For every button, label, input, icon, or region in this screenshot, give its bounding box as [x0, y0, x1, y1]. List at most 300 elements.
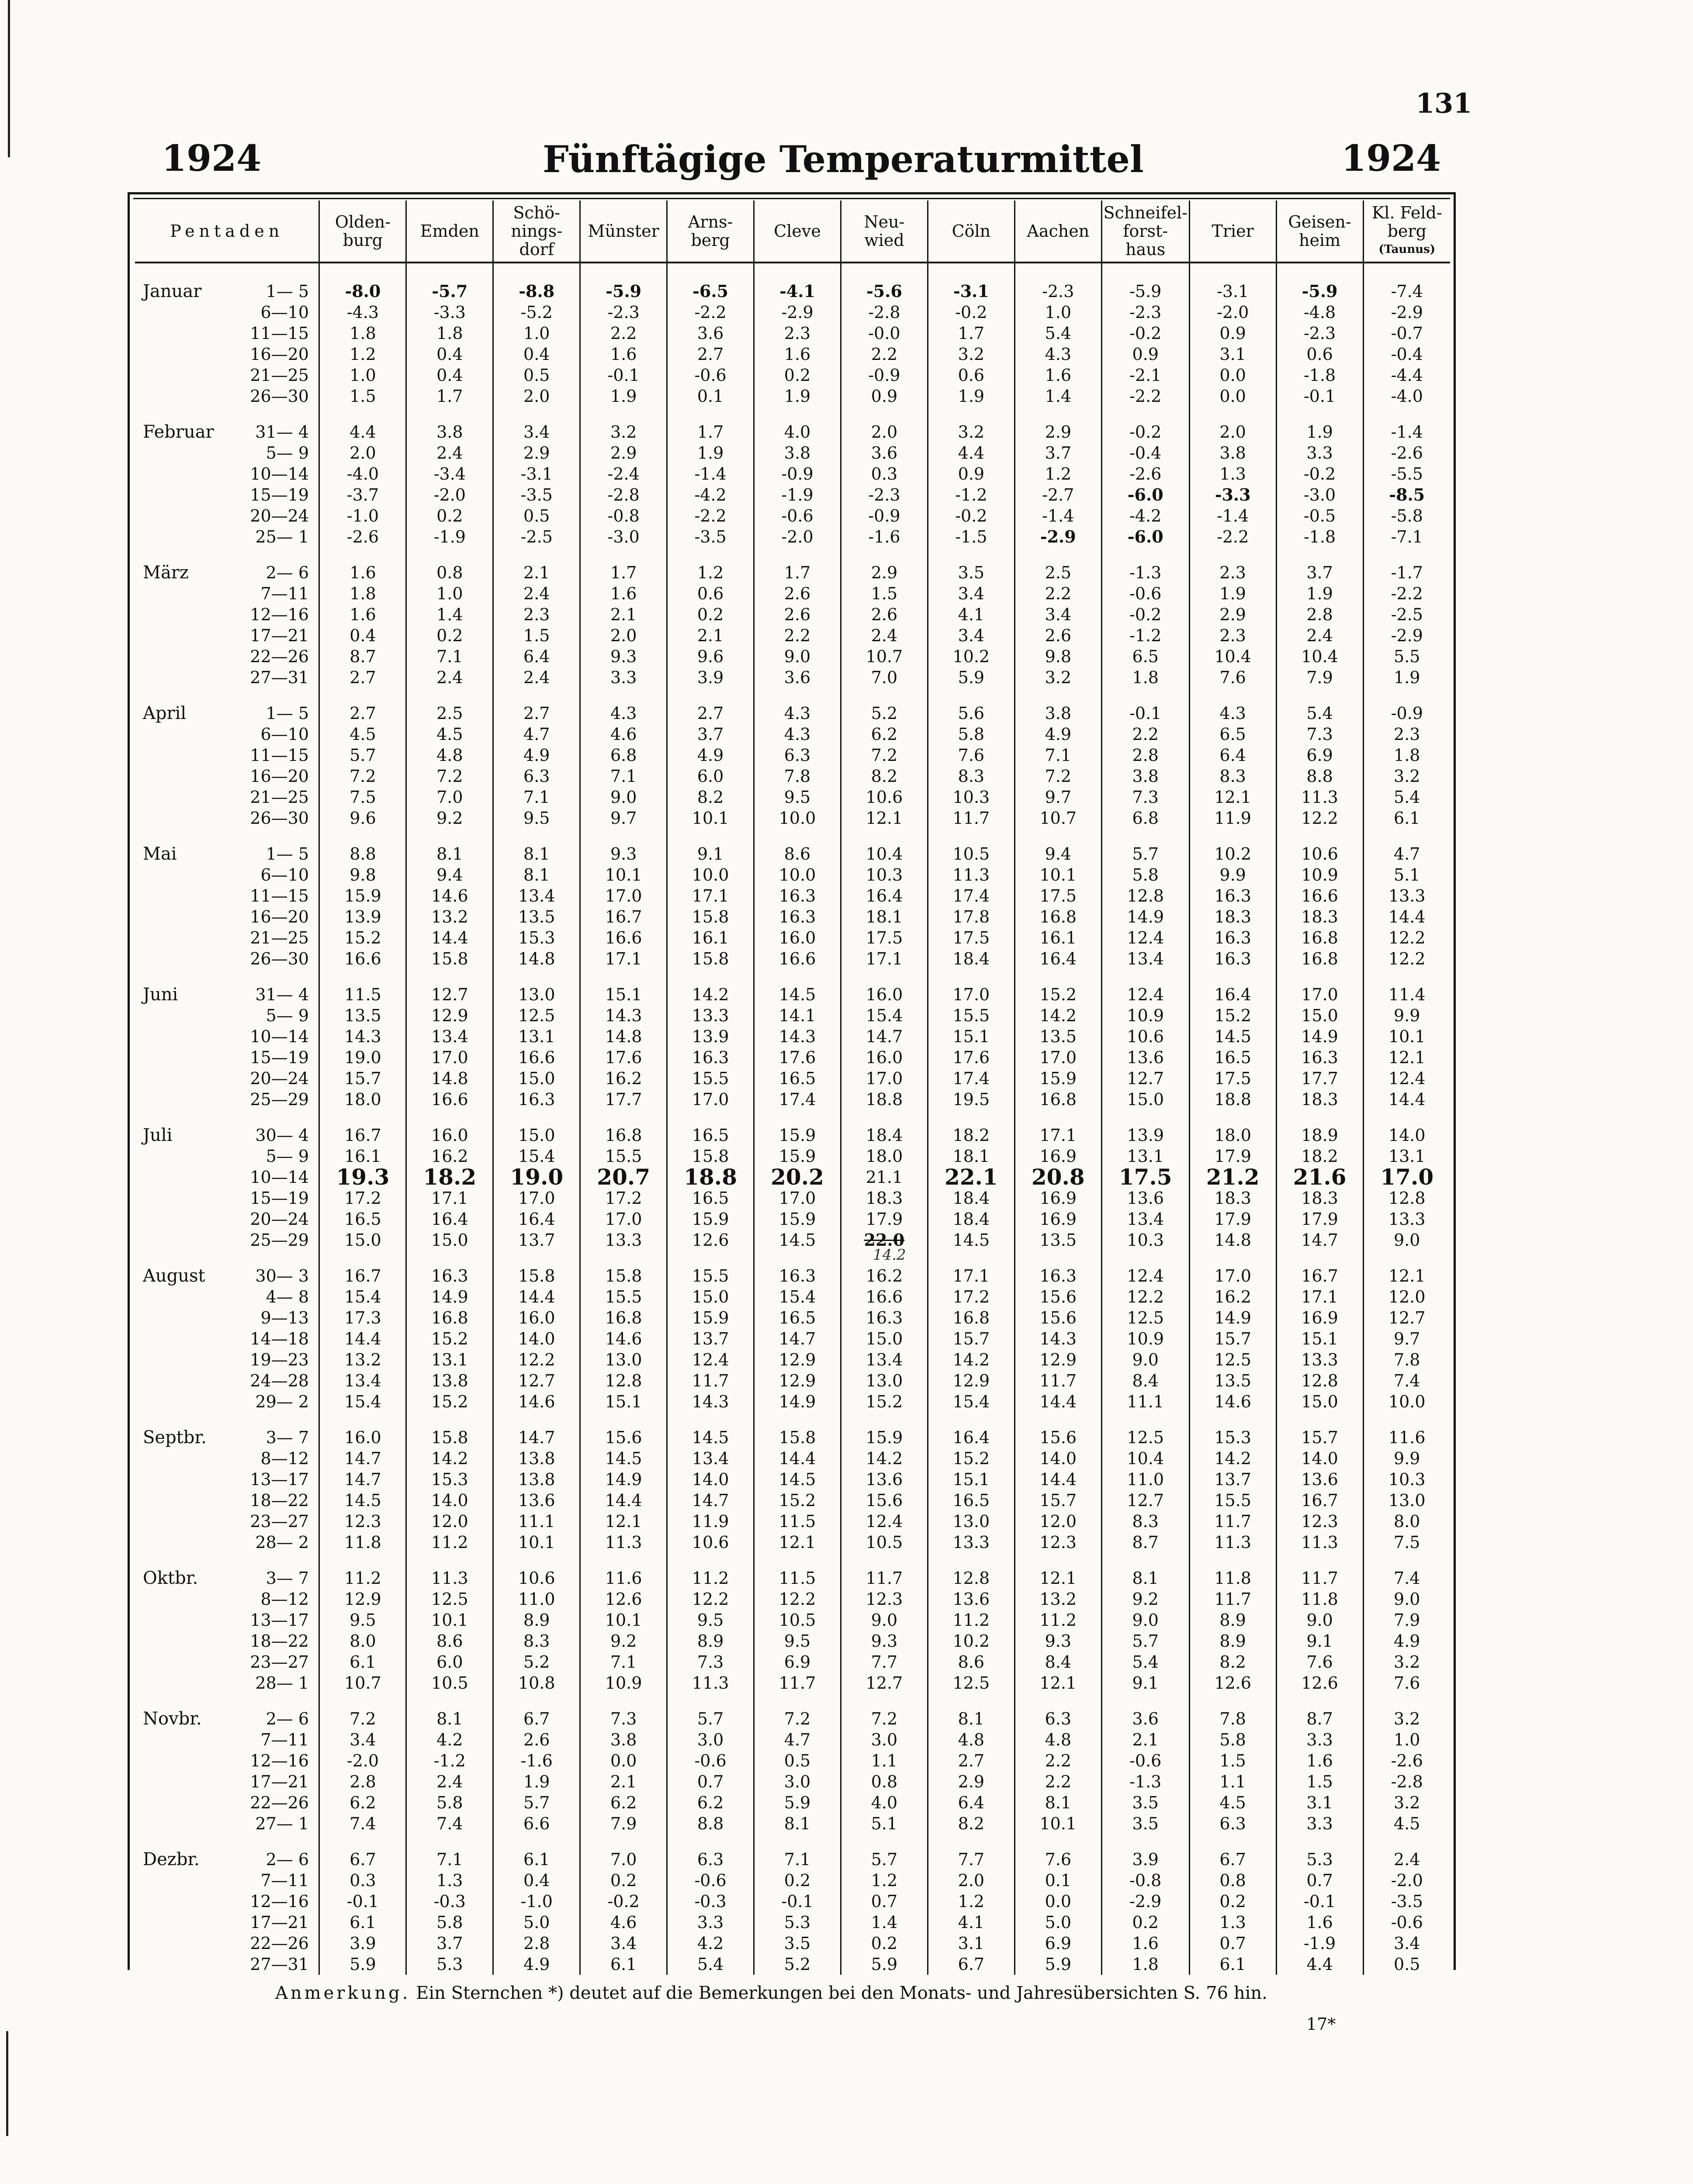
temperature-cell: 7.1 [493, 787, 580, 808]
temperature-cell: 1.2 [319, 344, 406, 365]
spacer-cell [135, 263, 319, 281]
temperature-cell: -0.9 [1363, 703, 1450, 724]
pentade-cell [135, 724, 319, 745]
temperature-cell: 9.0 [1101, 1349, 1189, 1370]
temperature-cell: 12.6 [667, 1230, 754, 1251]
pentade-cell [135, 625, 319, 646]
temperature-cell: 1.5 [319, 386, 406, 407]
temperature-cell: 10.0 [754, 808, 841, 829]
pentade-cell [135, 1448, 319, 1469]
temperature-cell: 3.3 [1276, 442, 1363, 463]
temperature-cell: 16.8 [1276, 927, 1363, 948]
temperature-cell: 15.4 [928, 1391, 1014, 1412]
temperature-cell: 13.4 [1101, 948, 1189, 969]
temperature-cell: 2.6 [841, 604, 928, 625]
year-left: 1924 [162, 138, 262, 180]
temperature-cell: 16.8 [406, 1307, 493, 1328]
temperature-cell: 15.8 [580, 1265, 667, 1286]
temperature-cell: 12.2 [1276, 808, 1363, 829]
temperature-cell: 18.8 [667, 1167, 754, 1188]
temperature-cell: -6.5 [667, 281, 754, 302]
temperature-cell: 16.1 [319, 1146, 406, 1167]
temperature-cell: 2.6 [754, 583, 841, 604]
temperature-cell: 17.0 [754, 1188, 841, 1209]
temperature-cell: 14.2 [928, 1349, 1014, 1370]
temperature-cell: -4.0 [1363, 386, 1450, 407]
temperature-cell: -0.2 [928, 302, 1014, 323]
pentade-cell [135, 766, 319, 787]
temperature-cell: -6.0 [1101, 526, 1189, 547]
spacer-cell [580, 1834, 667, 1849]
temperature-cell: 1.9 [928, 386, 1014, 407]
temperature-cell: 13.2 [406, 906, 493, 927]
pentade-cell [135, 1912, 319, 1933]
temperature-cell: 0.6 [667, 583, 754, 604]
temperature-cell: 0.9 [841, 386, 928, 407]
temperature-cell: 0.2 [580, 1870, 667, 1891]
pentade-cell [135, 442, 319, 463]
temperature-cell: 3.0 [667, 1729, 754, 1750]
temperature-cell: 3.5 [754, 1933, 841, 1954]
temperature-cell: 10.7 [1014, 808, 1101, 829]
temperature-cell: 0.8 [841, 1771, 928, 1792]
temperature-cell: 6.7 [493, 1708, 580, 1729]
spacer-cell [667, 1693, 754, 1708]
pentade-range: 26—30 [250, 809, 309, 828]
temperature-cell: 1.2 [1014, 463, 1101, 484]
temperature-cell: 16.9 [1014, 1209, 1101, 1230]
temperature-cell: -2.2 [667, 505, 754, 526]
table-row [135, 646, 1450, 667]
temperature-cell: 12.5 [928, 1673, 1014, 1693]
table-row [135, 864, 1450, 885]
temperature-cell: 0.7 [1276, 1870, 1363, 1891]
spacer-cell [406, 1110, 493, 1125]
temperature-cell: 0.2 [754, 1870, 841, 1891]
temperature-cell: 10.5 [754, 1610, 841, 1631]
temperature-cell: -4.4 [1363, 365, 1450, 386]
temperature-cell: -0.1 [580, 365, 667, 386]
temperature-cell: -2.0 [1189, 302, 1276, 323]
temperature-cell: 8.6 [928, 1652, 1014, 1673]
table-row [135, 625, 1450, 646]
pentade-cell [135, 463, 319, 484]
temperature-cell: 3.4 [1363, 1933, 1450, 1954]
temperature-cell: 18.8 [1189, 1089, 1276, 1110]
temperature-cell: 13.1 [1363, 1146, 1450, 1167]
temperature-cell: 13.3 [667, 1005, 754, 1026]
temperature-cell: 13.4 [493, 885, 580, 906]
table-row [135, 787, 1450, 808]
table-row [135, 1391, 1450, 1412]
temperature-cell: 4.6 [580, 724, 667, 745]
table-row [135, 1849, 1450, 1870]
spacer-cell [580, 407, 667, 422]
header-feldberg-sub: (Taunus) [1378, 243, 1436, 256]
temperature-cell: 1.7 [406, 386, 493, 407]
temperature-cell: -3.0 [1276, 484, 1363, 505]
pentade-cell [135, 1209, 319, 1230]
temperature-cell: 2.9 [493, 442, 580, 463]
temperature-cell: 0.2 [406, 505, 493, 526]
temperature-cell: -3.5 [1363, 1891, 1450, 1912]
header-station [841, 200, 928, 263]
temperature-cell: -2.2 [1363, 583, 1450, 604]
spacer-cell [754, 969, 841, 984]
temperature-cell: 13.5 [319, 1005, 406, 1026]
temperature-cell: 16.3 [841, 1307, 928, 1328]
temperature-cell: 8.1 [754, 1813, 841, 1834]
temperature-cell: 16.0 [841, 984, 928, 1005]
temperature-cell: -1.9 [1276, 1933, 1363, 1954]
temperature-cell: -5.2 [493, 302, 580, 323]
temperature-cell: 1.6 [319, 604, 406, 625]
pentade-range: 26—30 [250, 387, 309, 406]
table-row [135, 1792, 1450, 1813]
pentade-range: 5— 9 [266, 1147, 309, 1166]
temperature-cell: 8.0 [319, 1631, 406, 1652]
temperature-cell: -3.3 [406, 302, 493, 323]
pentade-range: 30— 3 [255, 1266, 309, 1286]
spacer-cell [928, 829, 1014, 843]
spacer-cell [754, 829, 841, 843]
temperature-cell: 10.9 [1101, 1005, 1189, 1026]
spacer-cell [667, 829, 754, 843]
temperature-cell: 11.1 [1101, 1391, 1189, 1412]
temperature-cell: 11.8 [319, 1532, 406, 1553]
temperature-cell: -2.3 [841, 484, 928, 505]
pentade-range: 13—17 [250, 1470, 309, 1489]
temperature-cell: 14.0 [1276, 1448, 1363, 1469]
temperature-cell: 13.0 [493, 984, 580, 1005]
temperature-cell: 13.3 [1363, 1209, 1450, 1230]
spacer-cell [493, 1834, 580, 1849]
pentade-range: 21—25 [250, 788, 309, 807]
header-station-line: heim [1298, 231, 1341, 250]
temperature-cell: 4.4 [928, 442, 1014, 463]
spacer-cell [1363, 969, 1450, 984]
temperature-cell: 11.0 [493, 1589, 580, 1610]
temperature-cell: -1.2 [928, 484, 1014, 505]
spacer-cell [319, 407, 406, 422]
temperature-cell: 6.8 [580, 745, 667, 766]
temperature-cell: 6.4 [493, 646, 580, 667]
spacer-cell [1101, 547, 1189, 562]
spacer-cell [1101, 407, 1189, 422]
temperature-cell: 5.4 [1101, 1652, 1189, 1673]
temperature-cell: 14.1 [754, 1005, 841, 1026]
spacer-cell [841, 407, 928, 422]
temperature-cell: 15.2 [1189, 1005, 1276, 1026]
temperature-cell: 8.3 [1189, 766, 1276, 787]
temperature-cell: 18.3 [1276, 1188, 1363, 1209]
month-label: Novbr. [143, 1709, 202, 1729]
temperature-cell: 7.8 [754, 766, 841, 787]
temperature-cell: 5.7 [841, 1849, 928, 1870]
temperature-cell: 17.5 [841, 927, 928, 948]
spacer-cell [928, 547, 1014, 562]
temperature-cell: -1.3 [1101, 1771, 1189, 1792]
temperature-cell: 2.8 [319, 1771, 406, 1792]
temperature-cell: 15.0 [1101, 1089, 1189, 1110]
temperature-cell: 15.9 [667, 1209, 754, 1230]
temperature-cell: 15.3 [406, 1469, 493, 1490]
temperature-cell: 15.2 [319, 927, 406, 948]
pentade-cell [135, 1532, 319, 1553]
header-station-line: Emden [420, 221, 479, 241]
temperature-cell: 14.5 [928, 1230, 1014, 1251]
temperature-cell: 21.6 [1276, 1167, 1363, 1188]
temperature-cell: 14.9 [1276, 1026, 1363, 1047]
temperature-cell: 1.0 [493, 323, 580, 344]
temperature-cell: 2.7 [667, 344, 754, 365]
temperature-cell: 14.4 [1363, 1089, 1450, 1110]
temperature-cell: 6.1 [493, 1849, 580, 1870]
spacer-cell [580, 1553, 667, 1568]
temperature-cell: 13.6 [1101, 1047, 1189, 1068]
spacer-cell [928, 1693, 1014, 1708]
temperature-cell: 7.1 [406, 1849, 493, 1870]
temperature-cell: 15.7 [928, 1328, 1014, 1349]
spacer-cell [406, 1693, 493, 1708]
page-title: Fünftägige Temperaturmittel [543, 138, 1144, 181]
spacer-cell [406, 688, 493, 703]
temperature-cell: 13.3 [928, 1532, 1014, 1553]
temperature-cell: 1.5 [1276, 1771, 1363, 1792]
temperature-cell: 2.6 [1014, 625, 1101, 646]
pentade-range: 15—19 [250, 485, 309, 505]
temperature-cell: 1.9 [1363, 667, 1450, 688]
temperature-cell: -5.9 [1276, 281, 1363, 302]
temperature-cell: 12.2 [1363, 948, 1450, 969]
temperature-cell: 12.4 [1101, 927, 1189, 948]
month-spacer-row [135, 1834, 1450, 1849]
spacer-cell [135, 969, 319, 984]
temperature-cell: 7.6 [1189, 667, 1276, 688]
pentade-range: 31— 4 [255, 422, 309, 442]
temperature-cell: 12.7 [1101, 1068, 1189, 1089]
temperature-cell: 5.8 [406, 1912, 493, 1933]
pentade-cell [135, 1589, 319, 1610]
temperature-cell: 17.2 [580, 1188, 667, 1209]
pentade-range: 8—12 [260, 1590, 309, 1609]
temperature-cell: 17.0 [406, 1047, 493, 1068]
temperature-cell: 11.2 [667, 1568, 754, 1589]
temperature-cell: 11.8 [1189, 1568, 1276, 1589]
table-row [135, 1188, 1450, 1209]
pentade-cell [135, 906, 319, 927]
temperature-cell: 6.2 [319, 1792, 406, 1813]
spacer-cell [667, 407, 754, 422]
temperature-cell: 13.6 [928, 1589, 1014, 1610]
temperature-cell: 7.0 [580, 1849, 667, 1870]
temperature-cell: 14.0 [493, 1328, 580, 1349]
temperature-cell: -0.9 [754, 463, 841, 484]
temperature-cell: 3.2 [1363, 766, 1450, 787]
pentade-cell [135, 386, 319, 407]
temperature-cell: -1.8 [1276, 365, 1363, 386]
spacer-cell [928, 688, 1014, 703]
temperature-cell: 17.5 [1189, 1068, 1276, 1089]
pentade-range: 12—16 [250, 605, 309, 624]
temperature-cell: 18.4 [841, 1125, 928, 1146]
temperature-cell: -1.9 [754, 484, 841, 505]
temperature-cell: 17.6 [580, 1047, 667, 1068]
temperature-cell: 11.3 [1276, 1532, 1363, 1553]
header-station [928, 200, 1014, 263]
temperature-cell: 12.8 [1363, 1188, 1450, 1209]
temperature-cell: 10.7 [841, 646, 928, 667]
temperature-cell: 13.5 [1014, 1230, 1101, 1251]
temperature-cell: 16.8 [1276, 948, 1363, 969]
table-row [135, 1146, 1450, 1167]
temperature-cell: 8.3 [1101, 1511, 1189, 1532]
month-label: Septbr. [143, 1427, 207, 1448]
pentade-cell [135, 583, 319, 604]
pentade-range: 12—16 [250, 1892, 309, 1911]
temperature-cell: 0.4 [493, 1870, 580, 1891]
table-row [135, 1870, 1450, 1891]
temperature-cell: 15.6 [841, 1490, 928, 1511]
month-label: Mai [143, 844, 177, 864]
temperature-cell: 8.8 [667, 1813, 754, 1834]
temperature-cell: 10.6 [1276, 843, 1363, 864]
temperature-cell: 15.8 [754, 1427, 841, 1448]
temperature-cell: 2.4 [406, 667, 493, 688]
pentade-cell [135, 505, 319, 526]
temperature-cell: 13.3 [1363, 885, 1450, 906]
temperature-cell: 19.0 [493, 1167, 580, 1188]
temperature-cell: 2.2 [1014, 1750, 1101, 1771]
header-station [1101, 200, 1189, 263]
temperature-cell: 5.7 [667, 1708, 754, 1729]
temperature-cell: 19.3 [319, 1167, 406, 1188]
temperature-cell: 5.2 [754, 1954, 841, 1975]
temperature-cell: 16.5 [754, 1068, 841, 1089]
month-label: Januar [143, 281, 202, 301]
temperature-cell: 9.8 [1014, 646, 1101, 667]
temperature-cell: 9.0 [580, 787, 667, 808]
temperature-cell: 16.6 [1276, 885, 1363, 906]
temperature-cell: -0.1 [319, 1891, 406, 1912]
temperature-cell: 11.3 [1189, 1532, 1276, 1553]
temperature-cell: 15.8 [406, 1427, 493, 1448]
temperature-cell: 2.4 [493, 667, 580, 688]
temperature-cell: 16.4 [928, 1427, 1014, 1448]
header-station-line: Schö- [513, 203, 561, 222]
temperature-cell: 16.6 [754, 948, 841, 969]
temperature-cell: 14.2 [1014, 1005, 1101, 1026]
spacer-cell [493, 1553, 580, 1568]
spacer-cell [1014, 688, 1101, 703]
temperature-cell: 22.1 [928, 1167, 1014, 1188]
temperature-cell: 11.4 [1363, 984, 1450, 1005]
temperature-cell: 15.4 [319, 1391, 406, 1412]
pentade-range: 7—11 [260, 584, 309, 603]
month-spacer-row [135, 1110, 1450, 1125]
temperature-cell: 15.4 [493, 1146, 580, 1167]
temperature-cell: 14.8 [406, 1068, 493, 1089]
temperature-cell: 15.8 [406, 948, 493, 969]
table-row [135, 1912, 1450, 1933]
pentade-range: 22—26 [250, 1793, 309, 1812]
temperature-cell: -2.3 [1101, 302, 1189, 323]
temperature-cell: 15.7 [1014, 1490, 1101, 1511]
temperature-cell: 5.9 [319, 1954, 406, 1975]
temperature-cell: 2.1 [580, 1771, 667, 1792]
spacer-cell [1101, 1553, 1189, 1568]
pentade-cell [135, 365, 319, 386]
temperature-cell: 3.5 [1101, 1792, 1189, 1813]
temperature-cell: 12.8 [1101, 885, 1189, 906]
temperature-cell: 8.4 [1101, 1370, 1189, 1391]
temperature-cell: 0.9 [1101, 344, 1189, 365]
temperature-cell: 16.3 [1014, 1265, 1101, 1286]
temperature-cell: 5.8 [1101, 864, 1189, 885]
footnote [275, 1983, 1267, 2003]
temperature-cell: 7.1 [580, 766, 667, 787]
pentade-range: 20—24 [250, 506, 309, 525]
spacer-cell [580, 547, 667, 562]
spacer-cell [493, 969, 580, 984]
table-row [135, 1729, 1450, 1750]
temperature-cell: 16.4 [841, 885, 928, 906]
temperature-cell: 20.8 [1014, 1167, 1101, 1188]
pentade-range: 18—22 [250, 1491, 309, 1510]
pentade-range: 16—20 [250, 767, 309, 786]
pentade-range: 13—17 [250, 1610, 309, 1630]
temperature-cell: 15.2 [406, 1328, 493, 1349]
temperature-cell: 10.5 [406, 1673, 493, 1693]
temperature-cell: 13.4 [1101, 1209, 1189, 1230]
pentade-cell [135, 1708, 319, 1729]
temperature-cell: 12.9 [1014, 1349, 1101, 1370]
spacer-cell [928, 263, 1014, 281]
temperature-cell: 1.1 [841, 1750, 928, 1771]
table-row [135, 808, 1450, 829]
temperature-cell: -2.8 [841, 302, 928, 323]
temperature-cell: 14.8 [493, 948, 580, 969]
temperature-cell: 12.5 [1189, 1349, 1276, 1370]
temperature-cell: 5.7 [493, 1792, 580, 1813]
temperature-cell: 12.5 [406, 1589, 493, 1610]
month-spacer-row [135, 1553, 1450, 1568]
month-spacer-row [135, 688, 1450, 703]
pentade-range: 12—16 [250, 1751, 309, 1770]
temperature-cell: 10.2 [928, 1631, 1014, 1652]
temperature-cell: -2.8 [1363, 1771, 1450, 1792]
table-row [135, 1026, 1450, 1047]
temperature-cell: 14.5 [754, 1469, 841, 1490]
temperature-cell: -2.6 [1363, 442, 1450, 463]
temperature-cell: 2.3 [1363, 724, 1450, 745]
pentade-cell [135, 1370, 319, 1391]
temperature-cell: 2.3 [1189, 625, 1276, 646]
temperature-cell: -8.0 [319, 281, 406, 302]
temperature-cell: 9.3 [580, 843, 667, 864]
table-header-row [135, 200, 1450, 263]
pentade-range: 2— 6 [266, 563, 309, 582]
temperature-cell: -0.1 [1276, 1891, 1363, 1912]
temperature-cell: 15.2 [928, 1448, 1014, 1469]
temperature-cell: 16.0 [841, 1047, 928, 1068]
temperature-cell: 3.5 [1101, 1813, 1189, 1834]
temperature-cell: -2.0 [406, 484, 493, 505]
temperature-cell: 1.7 [667, 422, 754, 442]
temperature-cell: 0.7 [1189, 1933, 1276, 1954]
temperature-cell: 14.0 [667, 1469, 754, 1490]
temperature-cell: 0.0 [1189, 386, 1276, 407]
